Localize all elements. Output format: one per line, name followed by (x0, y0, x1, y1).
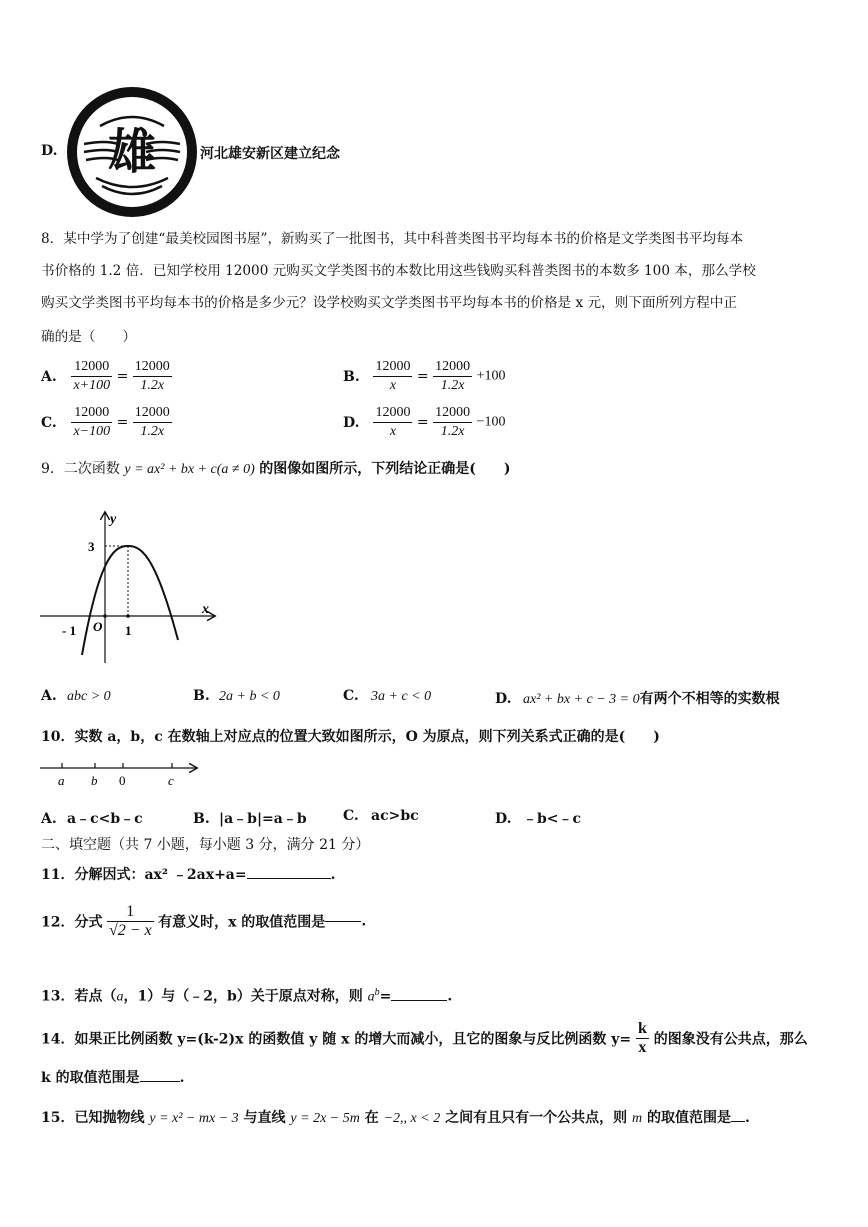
q10-option-d: D. ﹣b<﹣c (495, 811, 582, 827)
q9-option-c: C. 3a + c < 0 (343, 688, 432, 704)
parabola (82, 546, 178, 655)
q8-option-b: B. $\frac{12000}{x}$ = $\frac{12000}{1.2x}$ +100 (343, 359, 506, 393)
q9-option-b: B. 2a + b < 0 (193, 688, 280, 704)
q9-graph (38, 505, 223, 670)
seal-char: 雄 (107, 124, 157, 180)
point-a-label: a (58, 773, 65, 788)
q10-option-b: B. |a﹣b|=a﹣b (193, 811, 307, 827)
q10-option-c: C. ac>bc (343, 808, 419, 824)
q8-option-c: C. $\frac{12000}{x-100}$ = $\frac{12000}{1.2x}$ (41, 405, 170, 439)
origin-label: O (93, 619, 103, 634)
q13: 13．若点（a，1）与（﹣2，b）关于原点对称，则 $a^b=$ . (41, 987, 453, 1005)
q9-option-a: A. abc > 0 (41, 688, 111, 704)
q15: 15．已知抛物线 y = x² − mx − 3 与直线 y = 2x − 5m 在 −2,, x < 2 之间有且只有一个公共点，则 m 的取值范围是 . (41, 1110, 750, 1126)
q10-stem: 10．实数 a，b，c 在数轴上对应点的位置大致如图所示，O 为原点，则下列关系式正确的是( ) (41, 729, 660, 745)
q14-line1: 14．如果正比例函数 y=(k-2)x 的函数值 y 随 x 的增大而减小，且它的图象与反比例函数 y= $\frac{k}{x}$ 的图象没有公共点，那么 (41, 1020, 808, 1056)
q10-option-a: A. a﹣c<b﹣c (41, 811, 143, 827)
q8-line3: 购买文学类图书平均每本书的价格是多少元？设学校购买文学类图书平均每本书的价格是 x 元，则下面所列方程中正 (41, 295, 737, 311)
q9-option-d: D. ax² + bx + c − 3 = 0有两个不相等的实数根 (495, 691, 780, 707)
section-heading: 二、填空题（共 7 小题，每小题 3 分，满分 21 分） (41, 837, 370, 853)
seal-graphic (66, 86, 198, 218)
q8-line1: 8．某中学为了创建“最美校园图书屋”，新购买了一批图书，其中科普类图书平均每本书的价格是文学类图书平均每本 (41, 231, 744, 247)
x-axis-label: x (202, 602, 209, 617)
q12: 12．分式 $\frac{1}{√2 - x}$ 有意义时，x 的取值范围是 . (41, 903, 367, 939)
option-d-text: 河北雄安新区建立纪念 (200, 146, 340, 162)
q8-option-d: D. $\frac{12000}{x}$ = $\frac{12000}{1.2x}$ −100 (343, 405, 506, 439)
point-b-label: b (91, 773, 98, 788)
point-c-label: c (168, 773, 174, 788)
y-tick-3: 3 (88, 539, 95, 554)
q9-stem: 9．二次函数 y = ax² + bx + c(a ≠ 0) 的图像如图所示，下列结论正确是( ) (41, 461, 511, 477)
q8-option-a: A. $\frac{12000}{x+100}$ = $\frac{12000}{1.2x}$ (41, 359, 170, 393)
q14-line2: k 的取值范围是 . (41, 1070, 185, 1086)
q11: 11．分解因式：ax² ﹣2ax+a= . (41, 867, 336, 883)
y-axis-label: y (110, 512, 117, 527)
option-label: D. (41, 143, 58, 159)
x-tick-1: 1 (125, 623, 132, 638)
q8-line4: 确的是（ ） (41, 329, 137, 345)
q8-line2: 书价格的 1.2 倍．已知学校用 12000 元购买文学类图书的本数比用这些钱购买科普类图书的本数多 100 本，那么学校 (41, 263, 756, 279)
x-tick-neg1: - 1 (62, 623, 77, 638)
q10-number-line (38, 757, 203, 793)
seal-image (66, 86, 198, 218)
point-0-label: 0 (119, 773, 126, 788)
